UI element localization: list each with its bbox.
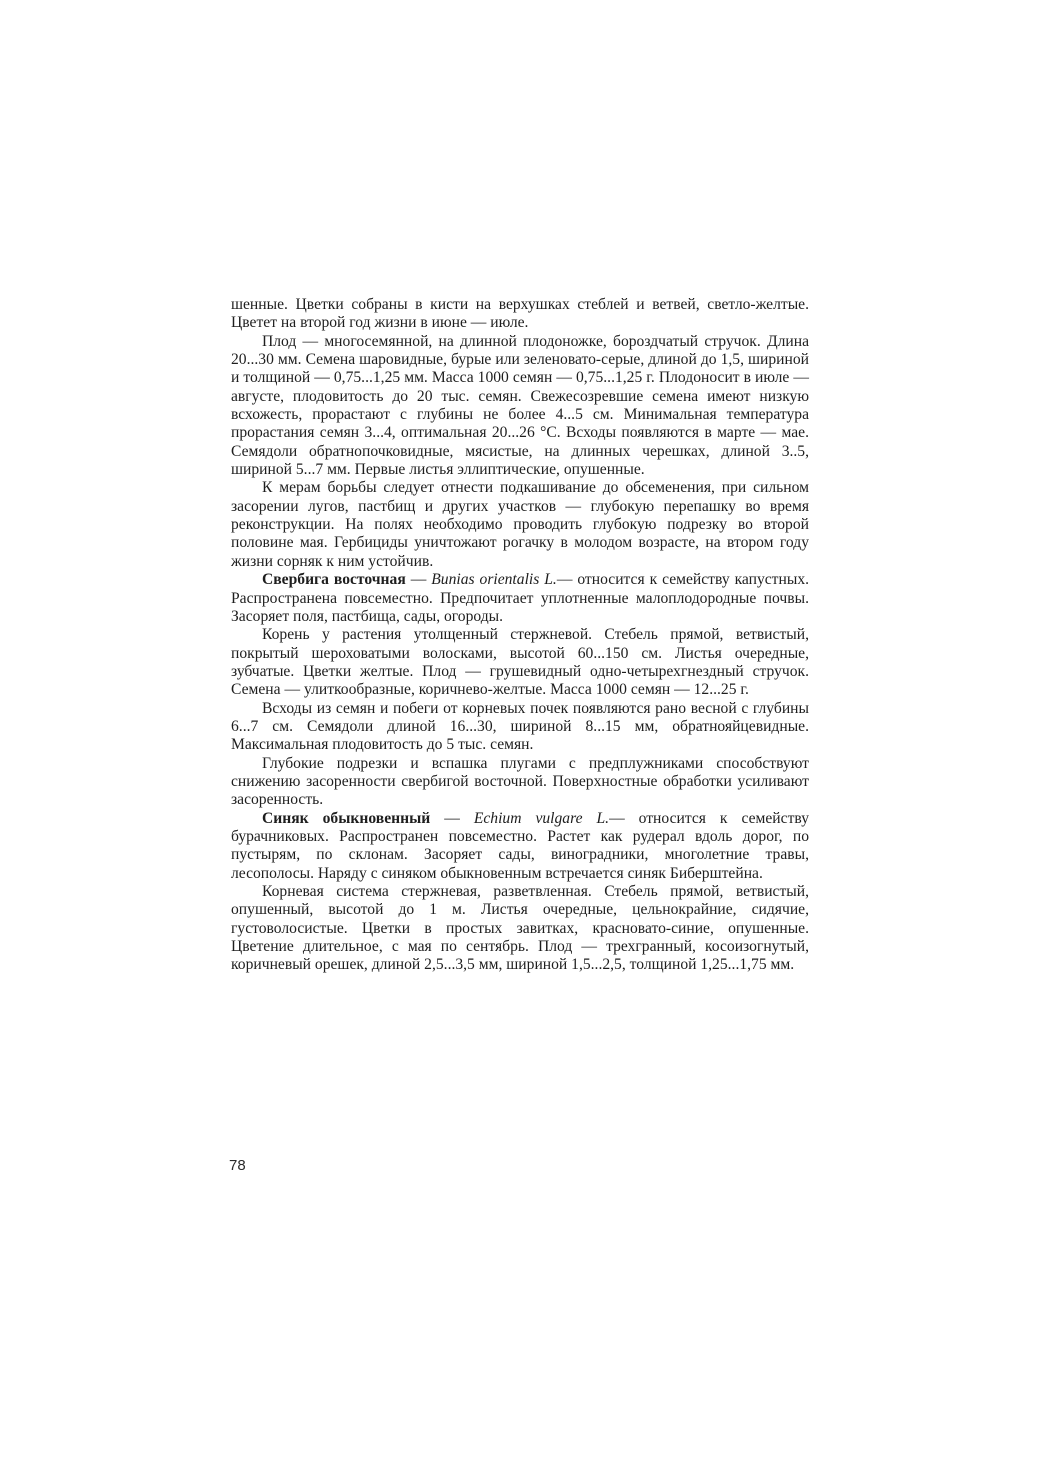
paragraph-text: Всходы из семян и побеги от корневых почек появляются рано весной с глубины 6...7 см. Семядоли длиной 16...30, шириной 8...15 мм, обратнояйцевидные. Максимальная плодовитость до 5 тыс. семян.: [231, 699, 809, 754]
paragraph-text: — относится к семейству капустных. Распространена повсеместно. Предпочитает уплотненные малоплодородные почвы. Засоряет поля, пастбища, сады, огороды.: [231, 571, 810, 625]
latin-name: Bunias orientalis L.: [431, 571, 557, 589]
paragraph-text: Плод — многосемянной, на длинной плодоножке, бороздчатый стручок. Длина 20...30 мм. Семена шаровидные, бурые или зеленовато-серые, длиной до 1,5, шириной и толщиной — 0,75...1,25 мм. Масса 1000 семян — 0,75...1,25 г. Плодоносит в июле — августе, плодовитость до 20 тыс. семян. Свежесозревшие семена имеют низкую всхожесть, прорастают с глубины не более 4...5 см. Минимальная температура прорастания семян 3...4, оптимальная 20...26 °С. Всходы появляются в марте — мае. Семядоли обратнопочковидные, мясистые, на длинных черешках, длиной 3..5, шириной 5...7 мм. Первые листья эллиптические, опушенные.: [231, 332, 809, 479]
dash: —: [405, 571, 432, 589]
paragraph-text: шенные. Цветки собраны в кисти на верхушках стеблей и ветвей, светло-желтые. Цветет на второй год жизни в июне — июле.: [231, 296, 809, 332]
paragraph-text: — относится к семейству бурачниковых. Распространен повсеместно. Растет как рудерал вдоль дорог, по пустырям, по склонам. Засоряет сады, виноградники, многолетние травы, лесополосы. Наряду с синяком обыкновенным встречается синяк Биберштейна.: [231, 809, 810, 882]
paragraph-text: Корневая система стержневая, разветвленная. Стебель прямой, ветвистый, опушенный, высотой до 1 м. Листья очередные, цельнокрайние, сидячие, густоволосистые. Цветки в простых завитках, красновато-синие, опушенные. Цветение длительное, с мая по сентябрь. Плод — трехгранный, косоизогнутый, коричневый орешек, длиной 2,5...3,5 мм, шириной 1,5...2,5, толщиной 1,25...1,75 мм.: [231, 883, 809, 974]
species-name: Свербига восточная: [262, 571, 406, 589]
paragraph-continuation: [231, 296, 809, 333]
page-number: 78: [229, 1157, 246, 1174]
paragraph-bunias-control: [231, 755, 809, 810]
paragraph-echium: [231, 810, 809, 883]
body-text: [231, 296, 809, 975]
paragraph-echium-root: [231, 883, 809, 975]
paragraph-control: [231, 479, 809, 571]
paragraph-text: Глубокие подрезки и вспашка плугами с предплужниками способствуют снижению засоренности свербигой восточной. Поверхностные обработки усиливают засоренность.: [231, 754, 809, 809]
paragraph-bunias-seedlings: [231, 700, 809, 755]
dash: —: [430, 809, 474, 827]
species-name: Синяк обыкновенный: [262, 809, 431, 827]
paragraph-fruit: [231, 333, 809, 480]
latin-name: Echium vulgare L.: [473, 809, 610, 827]
paragraph-bunias: [231, 571, 809, 626]
paragraph-text: Корень у растения утолщенный стержневой. Стебель прямой, ветвистый, покрытый шероховатыми волосками, высотой 60...150 см. Листья очередные, зубчатые. Цветки желтые. Плод — грушевидный одно-четырехгнездный стручок. Семена — улиткообразные, коричнево-желтые. Масса 1000 семян — 12...25 г.: [231, 626, 809, 699]
paragraph-bunias-root: [231, 626, 809, 699]
paragraph-text: К мерам борьбы следует отнести подкашивание до обсеменения, при сильном засорении лугов, пастбищ и других участков — глубокую перепашку во время реконструкции. На полях необходимо проводить глубокую подрезку во второй половине мая. Гербициды уничтожают рогачку в молодом возрасте, на втором году жизни сорняк к ним устойчив.: [231, 479, 809, 570]
